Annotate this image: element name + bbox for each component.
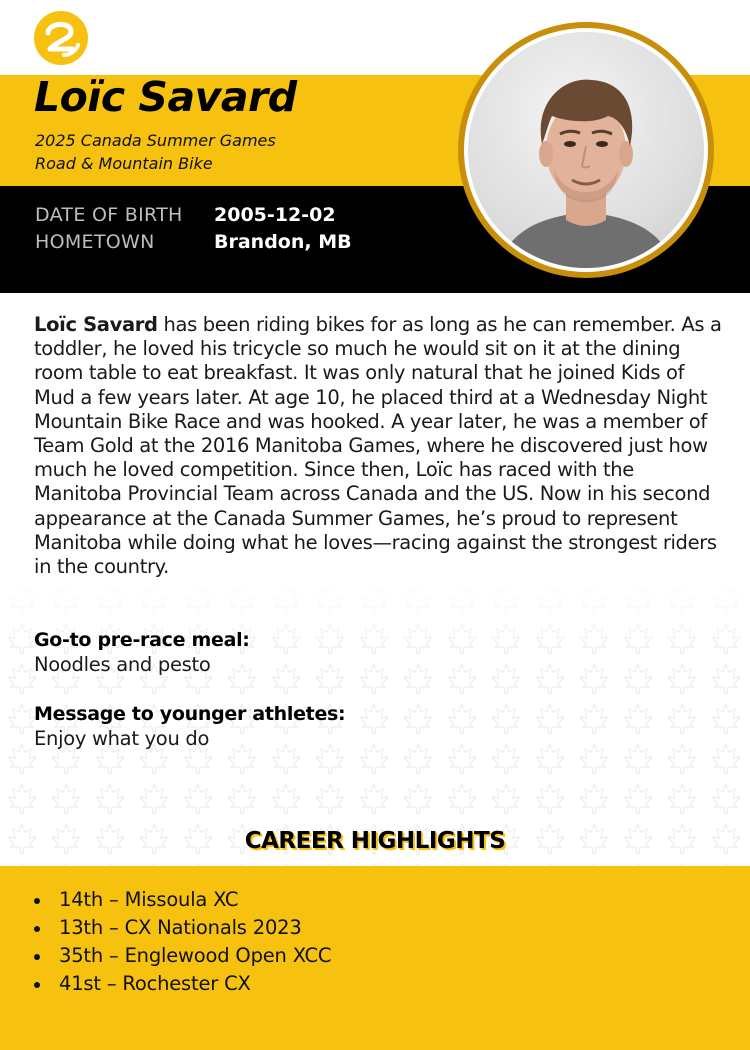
qa-answer-message: Enjoy what you do [34,727,210,750]
canada-games-logo-icon [34,11,88,65]
athlete-portrait [468,32,704,268]
career-highlights-list [34,886,331,998]
qa-answer-meal: Noodles and pesto [34,653,211,676]
qa-question-meal: Go-to pre-race meal: [34,629,250,651]
athlete-photo-frame [458,22,714,278]
bio-text: has been riding bikes for as long as he can remember. As a toddler, he loved his tricycle so much he would sit on it at the dining room table to eat breakfast. It was only natural that he joined Kids of Mud a few years later. At age 10, he placed third at a Wednesday Night Mountain Bike Race and was hooked. A year later, he was a member of Team Gold at the 2016 Manitoba Games, where he discovered just how much he loved competition. Since then, Loïc has raced with the Manitoba Provincial Team across Canada and the US. Now in his second appearance at the Canada Summer Games, he’s proud to represent Manitoba while doing what he loves—racing against the strongest riders in the country. [34,313,722,579]
event-title: 2025 Canada Summer Games [35,131,276,150]
dob-label: DATE OF BIRTH [35,204,183,226]
career-highlights-title: CAREER HIGHLIGHTS [244,828,506,854]
athlete-name: Loïc Savard [34,73,297,121]
dob-value: 2005-12-02 [214,204,336,226]
hometown-value: Brandon, MB [214,231,352,253]
list-item: 35th – Englewood Open XCC [34,942,331,970]
hometown-label: HOMETOWN [35,231,155,253]
list-item: 13th – CX Nationals 2023 [34,914,331,942]
athlete-bio [34,313,724,579]
sport-title: Road & Mountain Bike [35,154,213,173]
list-item: 41st – Rochester CX [34,970,331,998]
bio-lead-name: Loïc Savard [34,313,158,336]
list-item: 14th – Missoula XC [34,886,331,914]
qa-question-message: Message to younger athletes: [34,703,346,725]
